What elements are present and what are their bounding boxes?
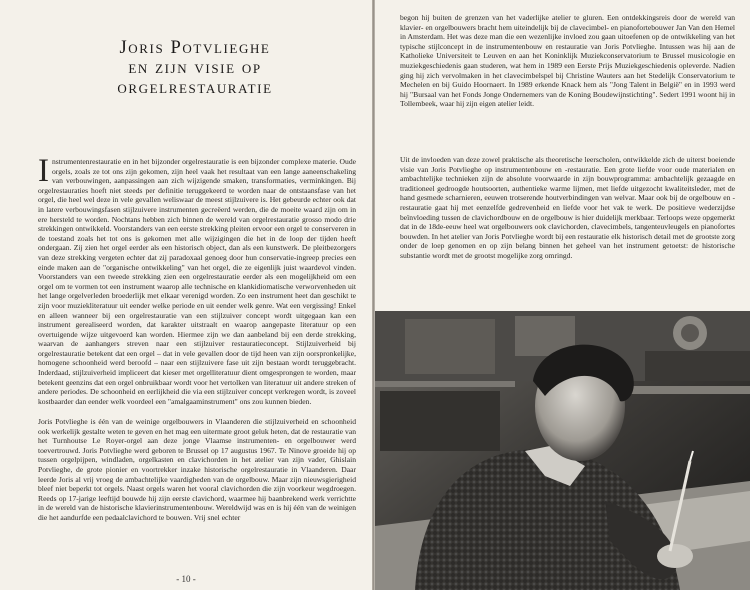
title-line-1: Joris Potvlieghe bbox=[119, 38, 271, 58]
left-paragraph-1 bbox=[38, 157, 356, 412]
left-paragraph-2: Joris Potvlieghe is één van de weinige orgelbouwers in Vlaanderen die stijlzuiverheid en schoonheid ook werkelijk gestalte weten te geven en het mag een uitermate groot geluk heten, dat de restauratie van het Turnhoutse Le Royer-orgel aan deze jonge Vlaamse instrumenten- en orgelbouwer werd toevertrouwd. Joris Potvlieghe werd geboren te Brussel op 17 augustus 1967. Te Ninove groeide hij op tussen orgelpijpen, windladen, orgelkasten en clavichorden in het atelier van zijn vader, Ghislain Potvlieghe, de grote pionier en voortrekker inzake historische orgelrestauratie in Vlaanderen. Daar leerde Joris al vrij vroeg de ambachtelijke vaardigheden van de orgelbouw. Maar zijn nieuwsgierigheid bleef niet beperkt tot orgels. Naast orgels waren het vooral clavichorden die zijn voorkeur wegdroegen. Reeds op 17-jarige leeftijd bouwde hij zijn eerste clavichord, waarmee hij baanbrekend werk verrichtte in de wereld van de historische klavierinstrumentenbouw. Wereldwijd was en is hij één van de weinigen die het aandurfde een pedaalclavichord te bouwen. Vrij snel echter bbox=[38, 417, 356, 522]
left-page bbox=[0, 0, 372, 590]
drop-cap: I bbox=[38, 157, 49, 189]
title-line-2: en zijn visie op bbox=[128, 58, 262, 78]
page-number: - 10 - bbox=[176, 574, 196, 584]
article-title bbox=[60, 38, 330, 98]
right-page bbox=[375, 0, 750, 590]
title-line-3: orgelrestauratie bbox=[117, 78, 273, 98]
right-paragraph-1: begon hij buiten de grenzen van het vaderlijke atelier te gluren. Een ontdekkingsreis door de wereld van klavier- en orgelbouwers bracht hem uiteindelijk bij de clavecimbel- en pianofortebouwer Jan Van den Hemel in Amsterdam. Het was deze man die een wezenlijke invloed zou gaan uitoefenen op de ontwikkeling van het typische stijlconcept in de instrumentenbouw en restauratie van Joris Potvlieghe. Intussen was hij aan de Katholieke Universiteit te Leuven en aan het Koninklijk Muziekconservatorium te Brussel musicologie en muziekgeschiedenis gaan studeren, wat hem in 1989 een Eerste Prijs Muziekgeschiedenis opleverde. Nadien ging hij zich vervolmaken in het clavecimbelspel bij Christine Wauters aan het Stedelijk Conservatorium te Mechelen en bij Guido Hoornaert. In 1989 erkende Knack hem als "Jong Talent in België" en in 1993 werd hij "Bursaal van het Fonds Jonge Ondernemers van de Koning Boudewijnstichting". Sedert 1991 woont hij in Tollembeek, waar hij zijn eigen atelier leidt. bbox=[400, 13, 735, 109]
craftsman-photo bbox=[375, 311, 750, 590]
photo-illustration bbox=[375, 311, 750, 590]
left-paragraph-1-text: nstrumentenrestauratie en in het bijzonder orgelrestauratie is een bijzonder complexe materie. Oude orgels, zoals ze tot ons zijn gekomen, zijn heel vaak het resultaat van een lange aaneenschakeling van verbouwingen, aanpassingen aan zich wijzigende smaken, transformaties, verminkingen. Bij orgelrestauraties hoeft niet steeds per definitie teruggekeerd te worden naar de ontstaansfase van het orgel, die heel wel deze in vele gevallen weliswaar de meest stijlzuivere is. Het gebeurde echter ook dat in latere verbouwingsfasen stijlzuivere instrumenten gecreëerd werden, die de moeite waard zijn om in ere hersteld te worden. Nochtans hebben zich binnen de wereld van orgelrestauratie grosso modo drie strekkingen ontwikkeld. Voorstanders van een eerste strekking pleiten ervoor een orgel te conserveren in de toestand zoals het tot ons is gekomen met alle wijzigingen die het in de loop der tijden heeft ondergaan. Zij zien het orgel eerder als een historisch object, dan als een kunstwerk. De pleitbezorgers van deze strekking vergeten echter dat zij paradoxaal genoeg door hun conservatie-ingreep precies een einde maken aan de "organische ontwikkeling" van het orgel, die ze eigenlijk juist waardevol vinden. Voorstanders van een tweede strekking zien een orgelrestauratie eerder als een mogelijkheid om een orgel om te vormen tot een instrument waarop alle technische en klankidiomatische verworvenheden uit het lange orgelverleden broederlijk met elkaar verenigd worden. Zo een instrument heet dan geschikt te zijn voor muziekliteratuur uit eender welke periode en uit eender welk genre. Wat een vergissing! Enkel en alleen wanneer bij een orgelrestauratie van een stijlzuiver concept wordt uitgegaan kan een instrument gerealiseerd worden, dat karakter uitstraalt en waarop aangepaste literatuur op een overtuigende wijze uitgevoerd kan worden. Hiermee zijn we dan aanbeland bij een derde strekking, waarvan de aanhangers streven naar een stijlzuiver restauratieconcept. Stijlzuiverheid bij orgelrestauratie betekent dat een orgel – dat in vele gevallen door de tijd heen van zijn oorspronkelijke, homogene schoonheid werd beroofd – naar een stijlzuivere fase uit zijn bestaan wordt teruggebracht. Inderdaad, stijlzuiverheid impliceert dat kieser met orgelliteratuur dient omgesprongen te worden, maar betekent geenzins dat een orgel onbruikbaar wordt voor het vertolken van literatuur uit andere streken of andere periodes. De schoonheid en eerlijkheid die via een stijlzuiver concept verkregen wordt, is zoveel kostbaarder dan eender welk voordeel een "amalgaaminstrument" ons zou kunnen bieden. bbox=[38, 157, 356, 406]
right-paragraph-2: Uit de invloeden van deze zowel praktische als theoretische leerscholen, ontwikkelde zich de uiterst boeiende visie van Joris Potvlieghe op instrumentenbouw en -restauratie. Een grote liefde voor oude materialen en ambachtelijke technieken zijn de absolute voorwaarde in zijn bouwprogramma: ambachtelijk gezaagde en traditioneel gedroogde houtsoorten, authentieke warme lijmen, met liefde uitgezocht kwaliteitsleder, met de hand gesmede scharnieren, eeuwen trotserende houtverbindingen van welvar. Maar ook bij de orgelbouw en -restauratie gaat hij met eenzelfde gedrevenheid en liefde voor het vak te werk. De positieve wederzijdse beïnvloeding tussen de clavichordbouw en de orgelbouw is hier duidelijk merkbaar. Terloops weze opgemerkt dat in de 18de-eeuw heel wat orgelbouwers ook clavichorden, clavecimbels, tangenteuvleugels en pianofortes bouwden. In het atelier van Joris Potvlieghe wordt bij een restauratie elk historisch detail met de grootste zorg onder de loep genomen en op zijn belang binnen het geheel van het instrument getoetst: de historische substantie wordt met de grootst mogelijke zorg omringd. bbox=[400, 155, 735, 260]
